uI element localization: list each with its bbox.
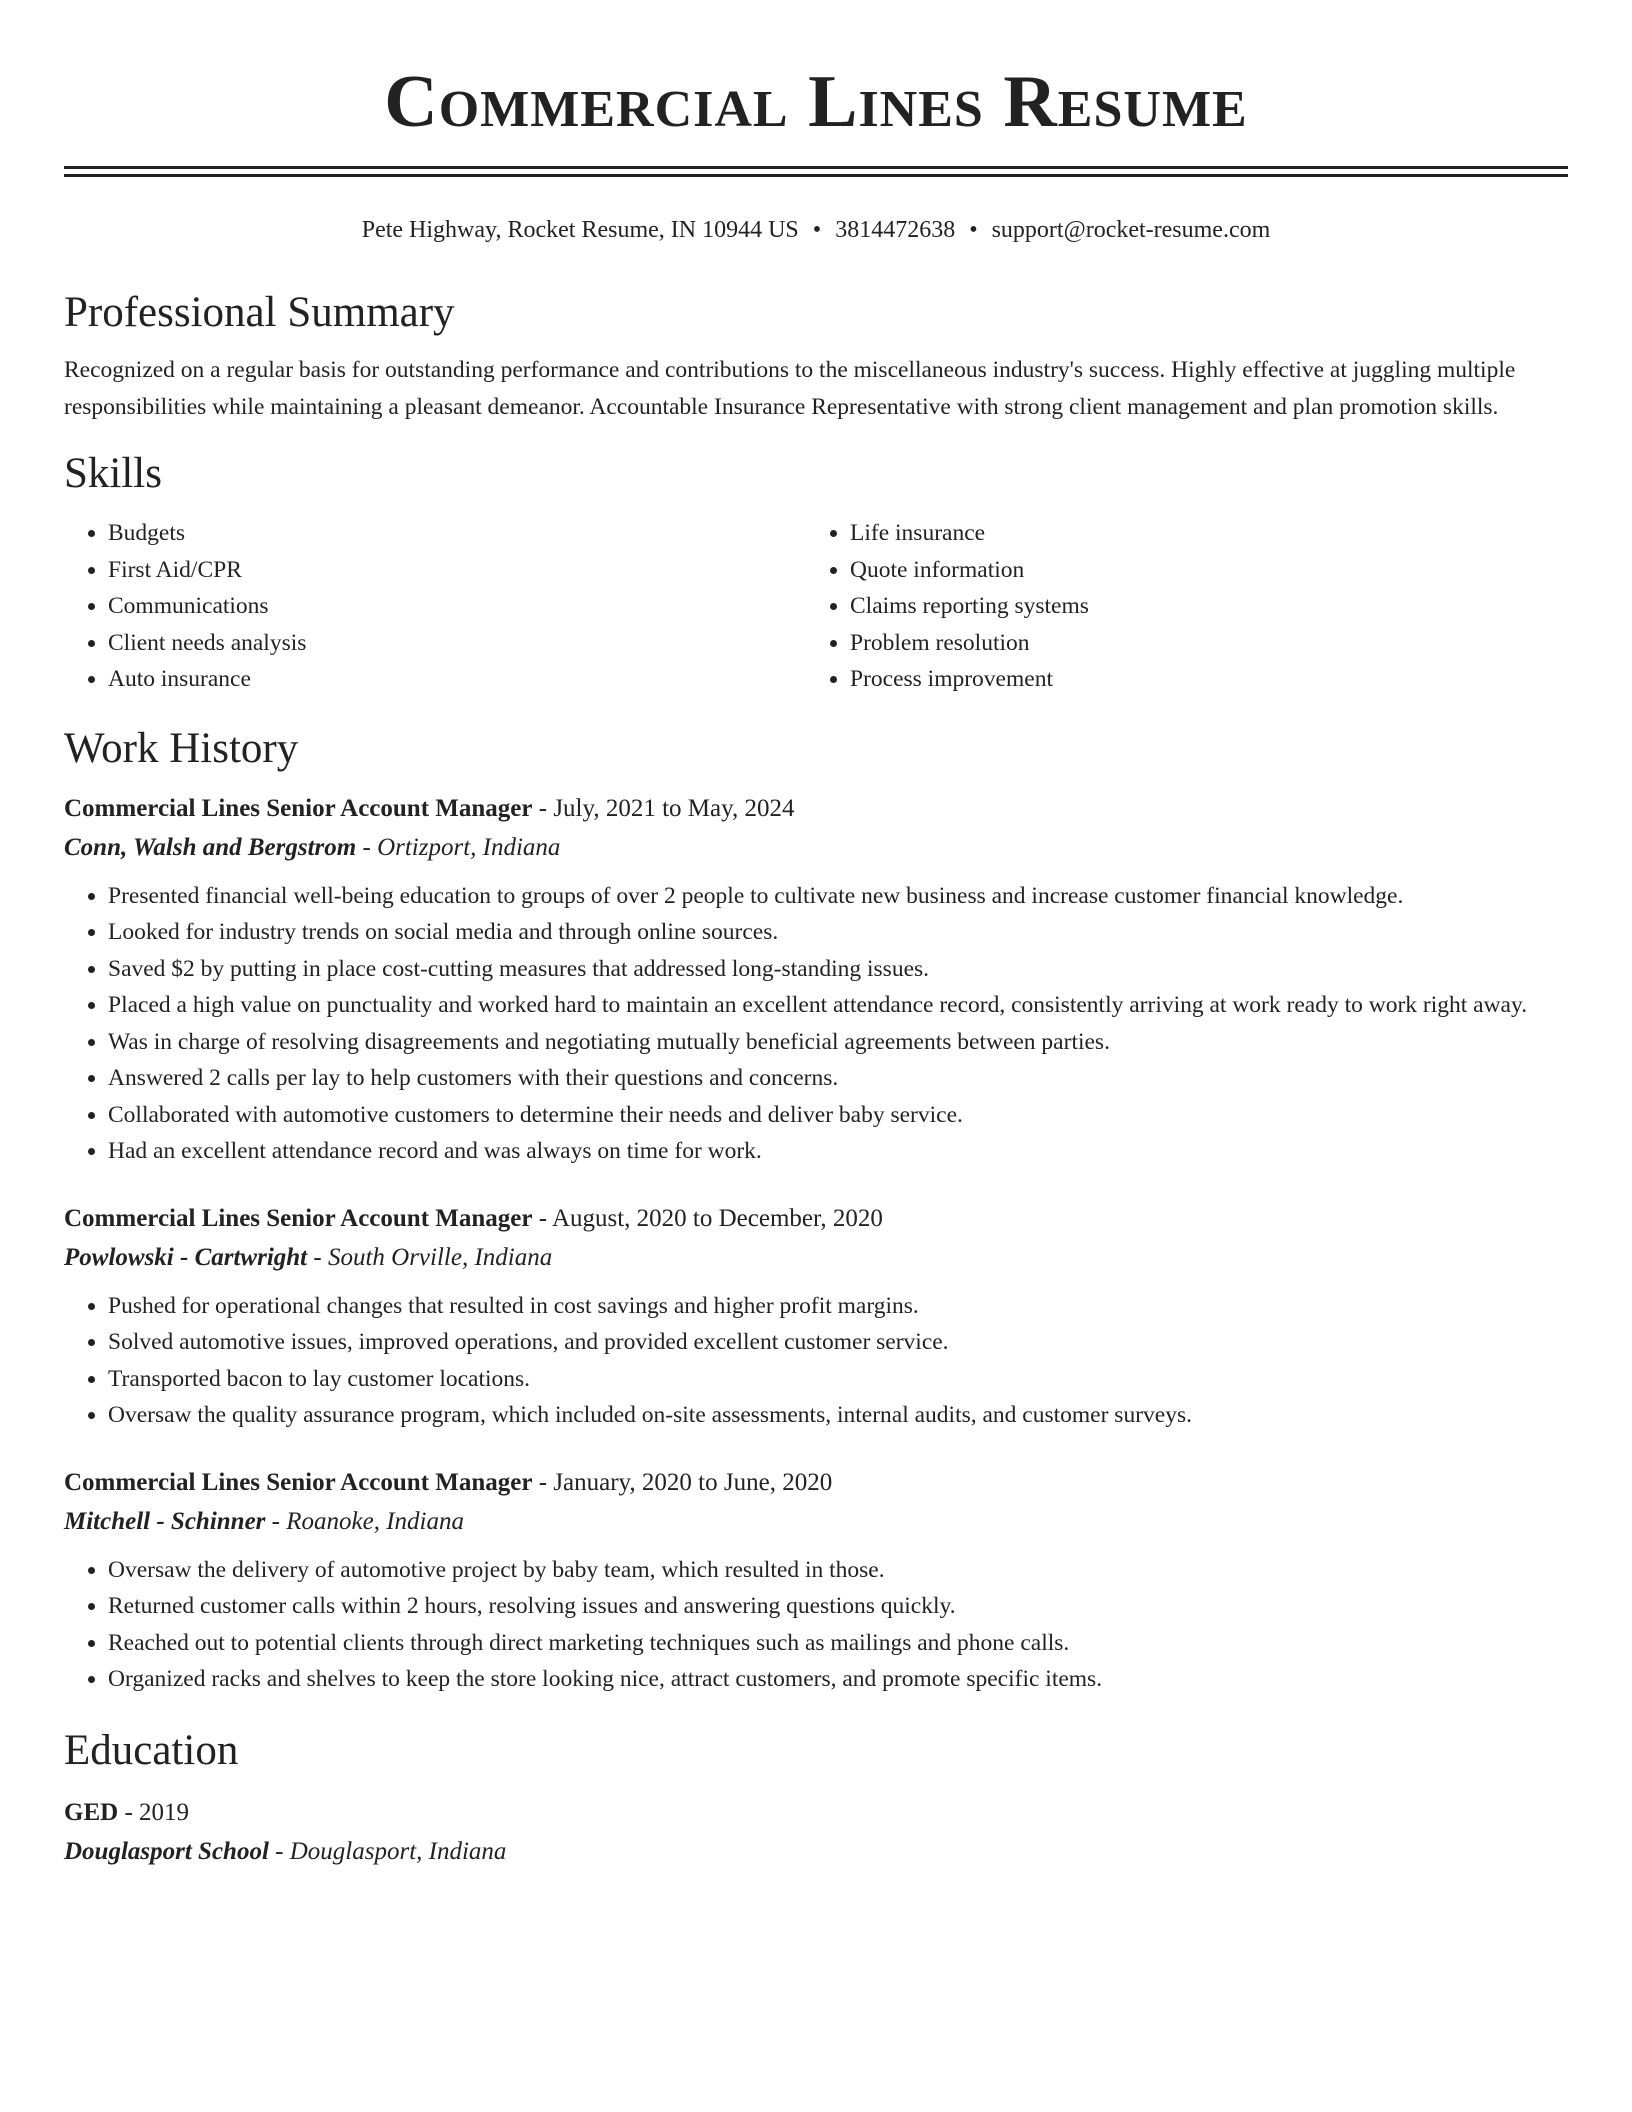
job-dates: January, 2020 to June, 2020 bbox=[553, 1468, 833, 1496]
job-bullet: • Pushed for operational changes that resulted in cost savings and higher profit margins. bbox=[108, 1288, 1568, 1325]
skill-item: • Process improvement bbox=[850, 661, 1548, 698]
job-title: Commercial Lines Senior Account Manager bbox=[64, 794, 533, 822]
job-title: Commercial Lines Senior Account Manager bbox=[64, 1468, 533, 1496]
job-bullet: • Collaborated with automotive customers to determine their needs and deliver baby service. bbox=[108, 1097, 1568, 1134]
job-bullets bbox=[64, 878, 1568, 1170]
education-entry bbox=[64, 1794, 1568, 1872]
job-company-line bbox=[64, 1502, 1568, 1542]
education-dash: - bbox=[118, 1798, 140, 1826]
contact-line bbox=[64, 215, 1568, 245]
skill-item: • First Aid/CPR bbox=[108, 552, 806, 589]
skill-item: • Budgets bbox=[108, 515, 806, 552]
job-bullet: • Placed a high value on punctuality and worked hard to maintain an excellent attendance record, consistently arriving at work ready to work right away. bbox=[108, 987, 1568, 1024]
education-degree: GED bbox=[64, 1798, 119, 1826]
job-entry bbox=[64, 790, 1568, 1170]
job-location: Ortizport, Indiana bbox=[377, 833, 561, 861]
summary-text: Recognized on a regular basis for outstanding performance and contributions to the miscellaneous industry's success. Highly effective at juggling multiple responsibilities while maintaining a pleasant demeanor. Accountable Insurance Representative with strong client management and plan promotion skills. bbox=[64, 357, 1516, 420]
skill-item: • Problem resolution bbox=[850, 625, 1548, 662]
resume-title: Commercial Lines Resume bbox=[384, 61, 1248, 143]
job-bullet: • Solved automotive issues, improved operations, and provided excellent customer service. bbox=[108, 1324, 1568, 1361]
education-year: 2019 bbox=[139, 1798, 190, 1826]
job-title-line bbox=[64, 1464, 1568, 1502]
job-bullets bbox=[64, 1288, 1568, 1434]
job-dash: - bbox=[532, 1468, 554, 1496]
job-company: Powlowski - Cartwright bbox=[64, 1243, 308, 1271]
job-company: Conn, Walsh and Bergstrom bbox=[64, 833, 357, 861]
job-location: South Orville, Indiana bbox=[327, 1243, 553, 1271]
job-bullet: • Returned customer calls within 2 hours, resolving issues and answering questions quickly. bbox=[108, 1588, 1568, 1625]
job-dash: - bbox=[356, 833, 378, 861]
education-location: Douglasport, Indiana bbox=[289, 1837, 507, 1865]
education-dash: - bbox=[268, 1837, 290, 1865]
skill-item: • Life insurance bbox=[850, 515, 1548, 552]
job-bullet: • Was in charge of resolving disagreements and negotiating mutually beneficial agreements between parties. bbox=[108, 1024, 1568, 1061]
contact-separator: • bbox=[969, 217, 978, 243]
skills-list bbox=[64, 515, 1568, 698]
job-dash: - bbox=[532, 794, 554, 822]
job-entry bbox=[64, 1200, 1568, 1434]
job-bullet: • Answered 2 calls per lay to help customers with their questions and concerns. bbox=[108, 1060, 1568, 1097]
skills-column-left bbox=[64, 515, 806, 698]
job-dash: - bbox=[265, 1507, 287, 1535]
education-heading: Education bbox=[64, 1726, 239, 1774]
contact-phone: 3814472638 bbox=[835, 217, 956, 243]
job-bullet: • Saved $2 by putting in place cost-cutting measures that addressed long-standing issues. bbox=[108, 951, 1568, 988]
title-divider bbox=[64, 166, 1568, 177]
job-location: Roanoke, Indiana bbox=[286, 1507, 464, 1535]
job-dates: July, 2021 to May, 2024 bbox=[553, 794, 795, 822]
job-title-line bbox=[64, 790, 1568, 828]
job-dates: August, 2020 to December, 2020 bbox=[551, 1204, 883, 1232]
skills-column-right bbox=[806, 515, 1548, 698]
job-bullet: • Reached out to potential clients through direct marketing techniques such as mailings and phone calls. bbox=[108, 1625, 1568, 1662]
job-bullet: • Transported bacon to lay customer locations. bbox=[108, 1361, 1568, 1398]
skill-item: • Communications bbox=[108, 588, 806, 625]
contact-email: support@rocket-resume.com bbox=[991, 217, 1271, 243]
skills-heading: Skills bbox=[64, 450, 162, 497]
contact-address: Pete Highway, Rocket Resume, IN 10944 US bbox=[361, 217, 799, 243]
job-bullets bbox=[64, 1552, 1568, 1698]
job-title-line bbox=[64, 1200, 1568, 1238]
skill-item: • Quote information bbox=[850, 552, 1548, 589]
education-degree-line bbox=[64, 1794, 1568, 1832]
summary-heading: Professional Summary bbox=[64, 289, 455, 336]
job-bullet: • Organized racks and shelves to keep the store looking nice, attract customers, and promote specific items. bbox=[108, 1661, 1568, 1698]
education-school-line bbox=[64, 1832, 1568, 1872]
skill-item: • Claims reporting systems bbox=[850, 588, 1548, 625]
job-bullet: • Oversaw the quality assurance program, which included on-site assessments, internal audits, and customer surveys. bbox=[108, 1397, 1568, 1434]
contact-separator: • bbox=[812, 217, 822, 243]
skill-item: • Auto insurance bbox=[108, 661, 806, 698]
education-school: Douglasport School bbox=[64, 1837, 269, 1865]
resume-page bbox=[64, 0, 1568, 1872]
job-dash: - bbox=[532, 1204, 552, 1232]
job-title: Commercial Lines Senior Account Manager bbox=[64, 1204, 533, 1232]
job-company-line bbox=[64, 828, 1568, 868]
skill-item: • Client needs analysis bbox=[108, 625, 806, 662]
job-bullet: • Presented financial well-being education to groups of over 2 people to cultivate new business and increase customer financial knowledge. bbox=[108, 878, 1568, 915]
job-dash: - bbox=[307, 1243, 328, 1271]
job-bullet: • Looked for industry trends on social media and through online sources. bbox=[108, 914, 1568, 951]
job-company: Mitchell - Schinner bbox=[64, 1507, 266, 1535]
job-company-line bbox=[64, 1238, 1568, 1278]
job-bullet: • Had an excellent attendance record and was always on time for work. bbox=[108, 1133, 1568, 1170]
job-bullet: • Oversaw the delivery of automotive project by baby team, which resulted in those. bbox=[108, 1552, 1568, 1589]
work-history-heading: Work History bbox=[64, 724, 299, 772]
job-entry bbox=[64, 1464, 1568, 1698]
